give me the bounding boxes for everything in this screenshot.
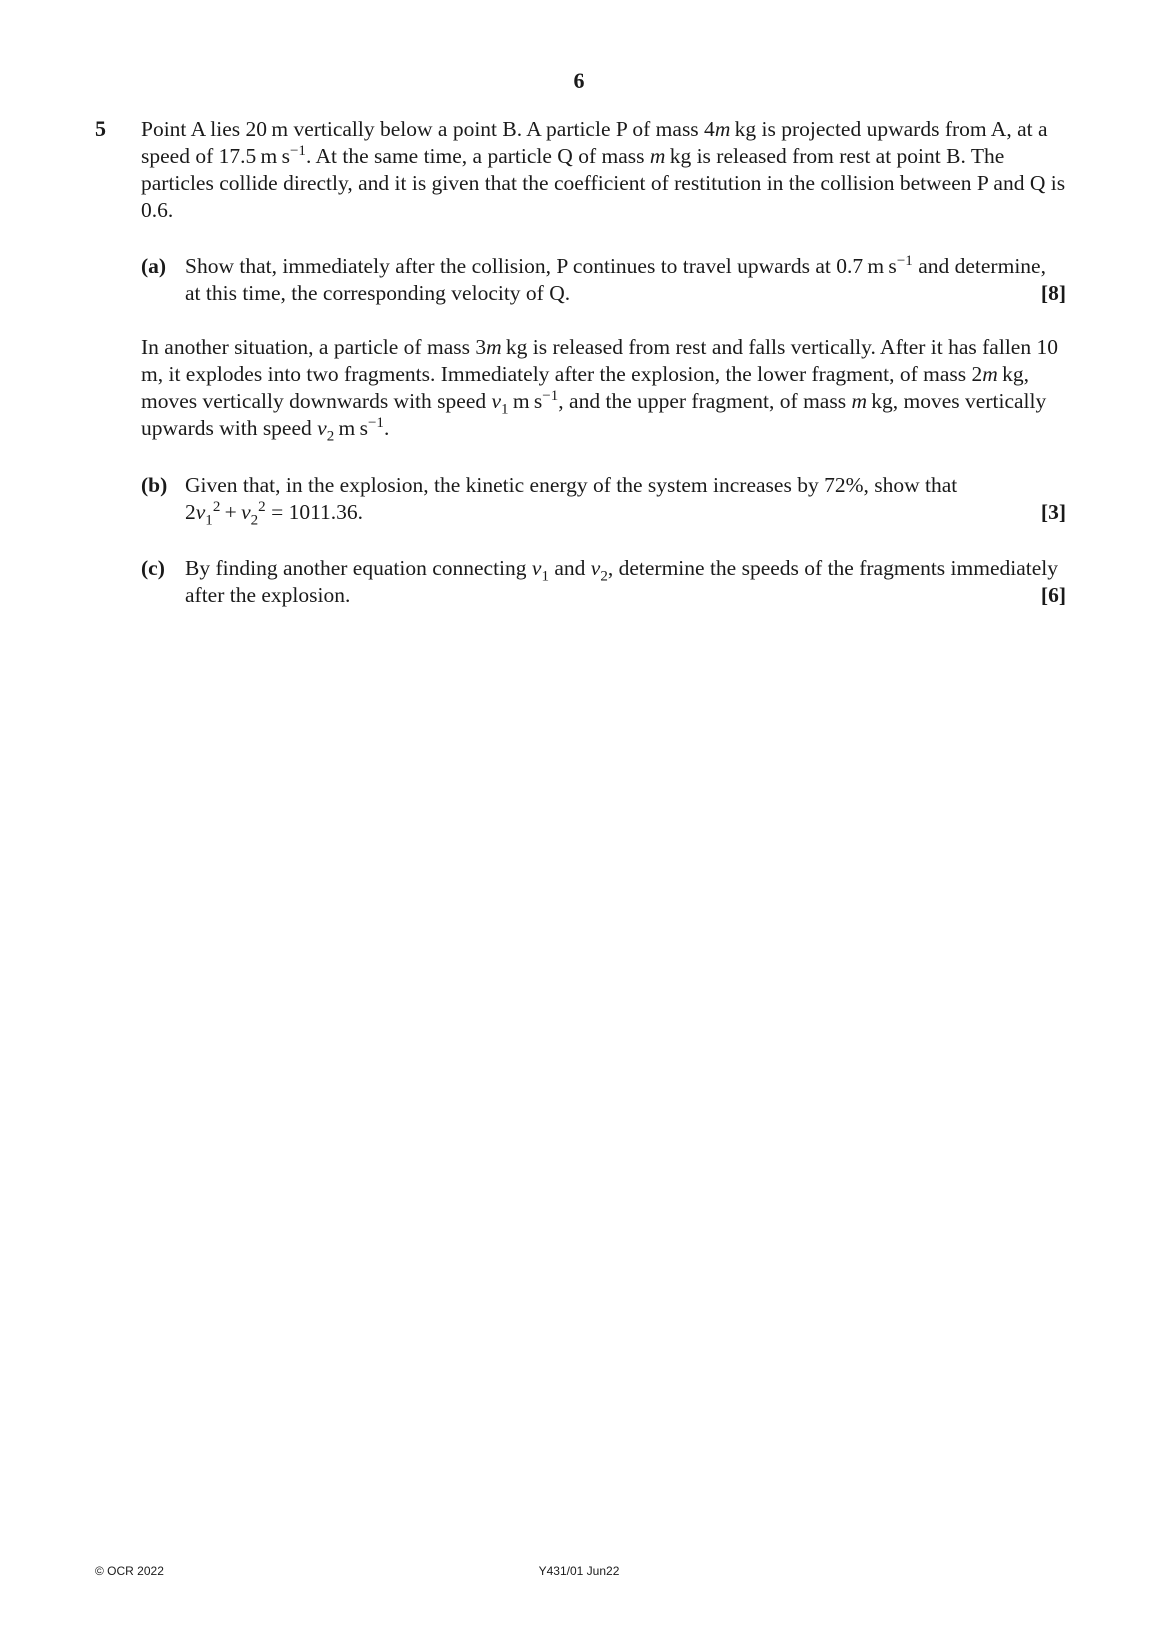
part-a-text: Show that, immediately after the collision, P continues to travel upwards at 0.7 m $s^{-1}$ and determine, at this time, the corresponding velocity of Q. bbox=[185, 252, 1046, 305]
part-c-marks: [6] bbox=[1040, 583, 1066, 607]
part-b-label: (b) bbox=[141, 473, 168, 497]
part-c bbox=[141, 555, 1066, 609]
question-stem-2: In another situation, a particle of mass 3m kg is released from rest and falls vertically. After it has fallen 10 m, it explodes into two fragments. Immediately after the explosion, the lower fragment, of mass 2m kg, moves vertically downwards with speed $v_1$ m $s^{-1}$, and the upper fragment, of mass m kg, moves vertically upwards with speed $v_2$ m $s^{-1}$. bbox=[141, 335, 1063, 445]
question-number: 5 bbox=[95, 116, 106, 141]
part-a bbox=[141, 253, 1066, 307]
part-b bbox=[141, 472, 1066, 529]
footer-paper-code: Y431/01 Jun22 bbox=[538, 1564, 620, 1578]
part-a-marks: [8] bbox=[1040, 281, 1066, 305]
part-b-marks: [3] bbox=[1040, 500, 1066, 524]
part-c-label: (c) bbox=[141, 556, 165, 580]
part-c-text: By finding another equation connecting $v_1$ and $v_2$, determine the speeds of the fragments immediately after the explosion. bbox=[185, 556, 1059, 607]
question-stem: Point A lies 20 m vertically below a point B. A particle P of mass 4m kg is projected upwards from A, at a speed of 17.5 m $s^{-1}$. At the same time, a particle Q of mass m kg is released from rest at point B. The particles collide directly, and it is given that the coefficient of restitution in the collision between P and Q is 0.6. bbox=[141, 117, 1066, 222]
part-b-text: Given that, in the explosion, the kinetic energy of the system increases by 72%, show that $2v_1^2 + v_2^2 = 1011.36$. bbox=[185, 473, 958, 529]
part-a-label: (a) bbox=[141, 254, 167, 278]
footer-copyright: © OCR 2022 bbox=[95, 1564, 164, 1578]
page-number: 6 bbox=[573, 68, 585, 93]
